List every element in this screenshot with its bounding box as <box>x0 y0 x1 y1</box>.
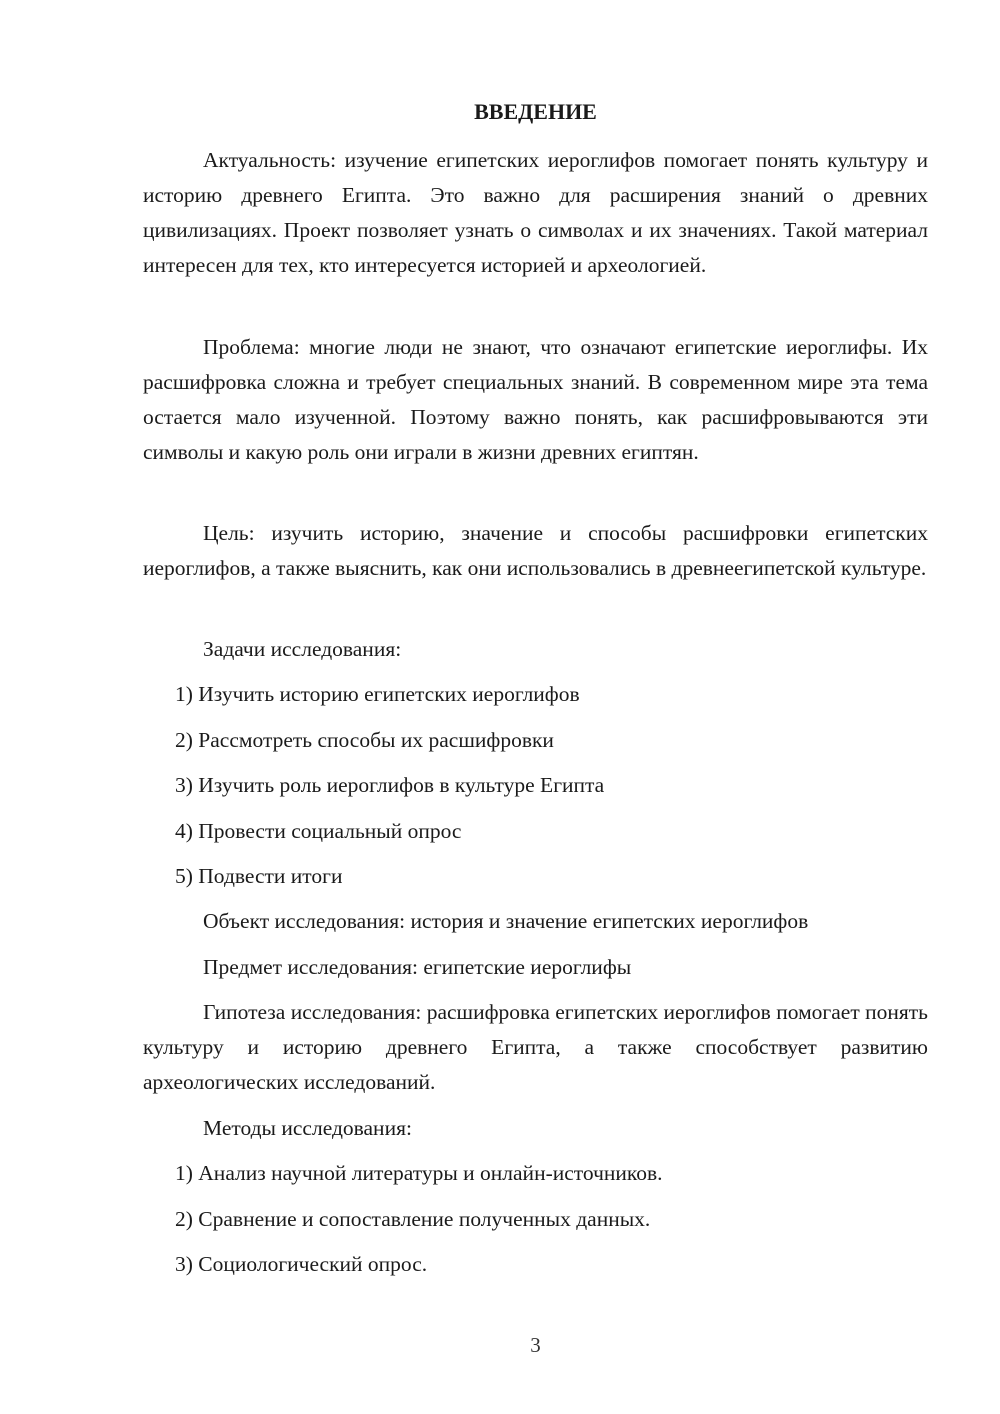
task-item-3: 3) Изучить роль иероглифов в культуре Египта <box>175 773 605 797</box>
paragraph-goal: Цель: изучить историю, значение и способы расшифровки египетских иероглифов, а также выяснить, как они использовались в древнеегипетской культуре. <box>143 521 928 580</box>
task-item-2: 2) Рассмотреть способы их расшифровки <box>175 728 554 752</box>
paragraph-relevance: Актуальность: изучение египетских иероглифов помогает понять культуру и историю древнего Египта. Это важно для расширения знаний о древних цивилизациях. Проект позволяет узнать о символах и их значениях. Такой материал интересен для тех, кто интересуется историей и археологией. <box>143 148 928 277</box>
research-subject: Предмет исследования: египетские иероглифы <box>203 955 632 979</box>
method-item-1: 1) Анализ научной литературы и онлайн-источников. <box>175 1161 663 1185</box>
task-item-5: 5) Подвести итоги <box>175 864 343 888</box>
task-item-4: 4) Провести социальный опрос <box>175 819 462 843</box>
document-page <box>143 0 928 1414</box>
task-item-1: 1) Изучить историю египетских иероглифов <box>175 682 580 706</box>
research-object: Объект исследования: история и значение египетских иероглифов <box>203 909 809 933</box>
page-number: 3 <box>530 1333 541 1357</box>
methods-heading: Методы исследования: <box>203 1116 412 1140</box>
section-title: ВВЕДЕНИЕ <box>474 99 597 124</box>
paragraph-problem: Проблема: многие люди не знают, что означают египетские иероглифы. Их расшифровка сложна и требует специальных знаний. В современном мире эта тема остается мало изученной. Поэтому важно понять, как расшифровываются эти символы и какую роль они играли в жизни древних египтян. <box>143 335 928 464</box>
method-item-3: 3) Социологический опрос. <box>175 1252 428 1276</box>
paragraph-hypothesis: Гипотеза исследования: расшифровка египетских иероглифов помогает понять культуру и историю древнего Египта, а также способствует развитию археологических исследований. <box>143 1000 928 1094</box>
method-item-2: 2) Сравнение и сопоставление полученных данных. <box>175 1207 651 1231</box>
tasks-heading: Задачи исследования: <box>203 637 402 661</box>
